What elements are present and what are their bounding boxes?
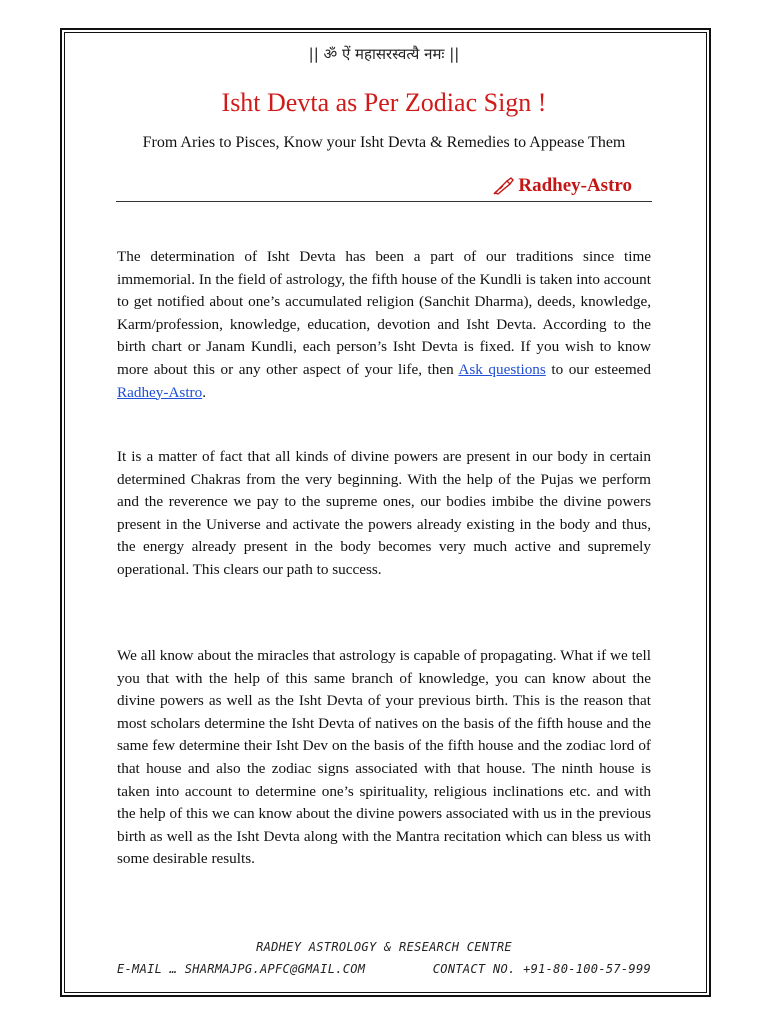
page-subtitle: From Aries to Pisces, Know your Isht Devta & Remedies to Appease Them [142, 134, 626, 151]
paragraph-intro: The determination of Isht Devta has been a part of our traditions since time immemorial. In the field of astrology, the fifth house of the Kundli is taken into account to get notified about one’s accumulated religion (Sanchit Dharma), deeds, knowledge, Karm/profession, knowledge, education, devotion and Isht Devta. According to the birth chart or Janam Kundli, each person’s Isht Devta is fixed. If you wish to know more about this or any other aspect of your life, then Ask questions to our esteemed Radhey-Astro. [117, 248, 651, 401]
page-title: Isht Devta as Per Zodiac Sign ! [221, 88, 547, 117]
footer-email: E-MAIL … SHARMAJPG.APFC@GMAIL.COM [117, 962, 366, 976]
ask-questions-link[interactable]: Ask questions [458, 360, 546, 378]
paragraph-miracles: We all know about the miracles that astrology is capable of propagating. What if we tell you that with the help of this same branch of knowledge, you can know about the divine powers as well as the Isht Devta of your previous birth. This is the reason that most scholars determine the Isht Devta of natives on the basis of the fifth house and the same few determine their Isht Dev on the basis of the fifth house and the zodiac lord of that house and also the zodiac signs associated with that house. The ninth house is taken into account to determine one’s spirituality, religious inclinations etc. and with the help of this we can know about the divine powers associated with us in the previous birth as well as the Isht Devta along with the Mantra recitation which can bless us with some desirable results. [117, 647, 651, 868]
paragraph-chakras: It is a matter of fact that all kinds of divine powers are present in our body in certain determined Chakras from the very beginning. With the help of the Pujas we perform and the reverence we pay to the supreme ones, our bodies imbibe the divine powers present in the Universe and activate the powers already existing in the body and thus, the energy already present in the body becomes very much active and supremely operational. This clears our path to success. [117, 448, 651, 578]
footer-phone: CONTACT NO. +91-80-100-57-999 [432, 962, 651, 976]
radhey-astro-link[interactable]: Radhey-Astro [117, 383, 203, 401]
author-byline [493, 175, 632, 197]
writing-hand-icon [493, 177, 515, 195]
header-divider [116, 201, 652, 202]
footer-organization: RADHEY ASTROLOGY & RESEARCH CENTRE [256, 940, 512, 954]
author-name: Radhey-Astro [518, 175, 632, 196]
footer-contact-row [117, 962, 651, 976]
mantra-header: || ॐ ऐं महासरस्वत्यै नमः || [308, 45, 460, 63]
